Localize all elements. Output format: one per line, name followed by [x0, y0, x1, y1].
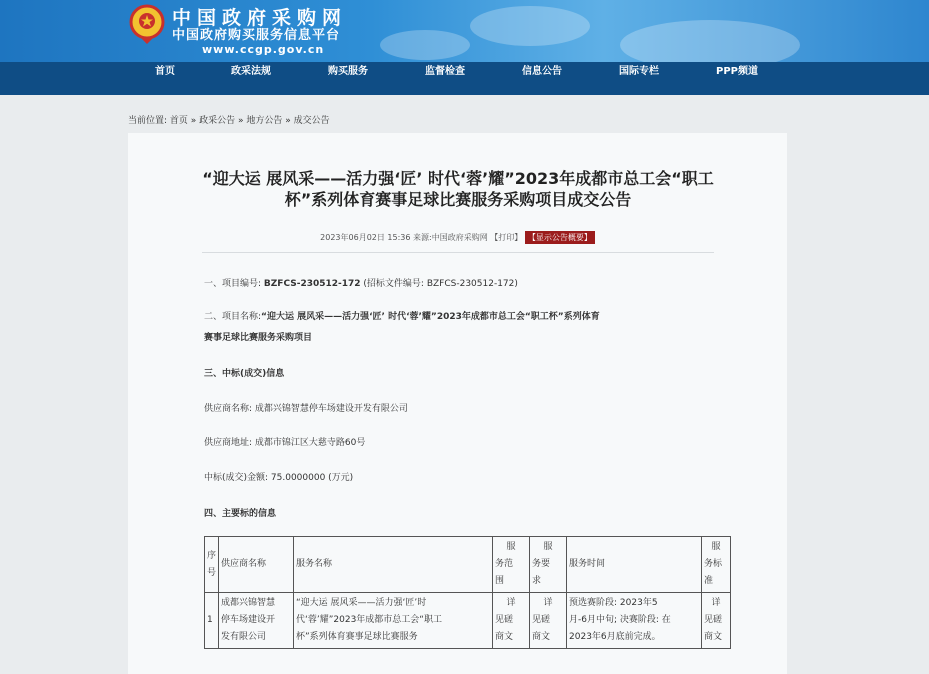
- article-card: [128, 133, 787, 674]
- site-header-banner: [0, 0, 929, 62]
- project-number-value: BZFCS-230512-172: [263, 279, 361, 289]
- source: 中国政府采购网: [431, 233, 488, 242]
- show-summary-button[interactable]: 【显示公告概要】: [525, 231, 595, 244]
- breadcrumb-label: 当前位置:: [128, 116, 168, 126]
- national-emblem-icon: [128, 4, 166, 46]
- breadcrumb-local[interactable]: 地方公告: [246, 116, 283, 126]
- cell-time: 预选赛阶段: 2023年5 月-6月中旬; 决赛阶段: 在 2023年6月底前完成。: [567, 593, 702, 649]
- site-url: www.ccgp.gov.cn: [202, 43, 325, 56]
- project-number-label: 一、项目编号:: [204, 279, 262, 289]
- section-main-items: 四、主要标的信息: [204, 509, 277, 519]
- cell-service: “迎大运 展风采——活力强‘匠’时 代‘蓉’耀”2023年成都市总工会“职工 杯”系列体育赛事足球比赛服务: [294, 593, 493, 649]
- cell-standard: 详 见磋 商文: [702, 593, 731, 649]
- article-title: [158, 168, 758, 210]
- banner-cloud: [380, 30, 470, 60]
- header-cell-requirements: 服 务要 求: [530, 537, 567, 593]
- header-cell-standard: 服 务标 准: [702, 537, 731, 593]
- nav-ppp[interactable]: PPP频道: [716, 66, 758, 77]
- breadcrumb-procurement[interactable]: 政采公告: [199, 116, 236, 126]
- table-row: [205, 593, 731, 649]
- header-cell-scope: 服 务范 围: [493, 537, 530, 593]
- article-meta: [128, 231, 787, 244]
- cell-scope: 详 见磋 商文: [493, 593, 530, 649]
- main-items-table: [204, 536, 731, 649]
- section-award-info: 三、中标(成交)信息: [204, 369, 285, 379]
- project-name: [204, 309, 600, 322]
- supplier-name: 供应商名称: 成都兴锦智慧停车场建设开发有限公司: [204, 404, 408, 414]
- header-cell-no: 序 号: [205, 537, 219, 593]
- title-line: 杯”系列体育赛事足球比赛服务采购项目成交公告: [284, 190, 632, 209]
- nav-regulations[interactable]: 政采法规: [231, 66, 271, 77]
- project-name-line2: 赛事足球比赛服务采购项目: [204, 333, 313, 343]
- supplier-address: 供应商地址: 成都市锦江区大慈寺路60号: [204, 438, 366, 448]
- breadcrumb-home[interactable]: 首页: [169, 116, 188, 126]
- cell-supplier: 成都兴锦智慧 停车场建设开 发有限公司: [219, 593, 294, 649]
- project-name-label: 二、项目名称:: [204, 312, 262, 322]
- nav-announcements[interactable]: 信息公告: [522, 66, 562, 77]
- nav-supervision[interactable]: 监督检查: [425, 66, 465, 77]
- source-label: 来源:: [413, 233, 432, 242]
- breadcrumb: 当前位置: 首页 » 政采公告 » 地方公告 » 成交公告: [128, 116, 330, 126]
- header-cell-time: 服务时间: [567, 537, 702, 593]
- project-number-note: (招标文件编号: BZFCS-230512-172): [363, 279, 518, 289]
- main-nav: [0, 62, 929, 95]
- print-link[interactable]: 【打印】: [490, 233, 523, 242]
- cell-no: 1: [205, 593, 219, 649]
- title-line: “迎大运 展风采——活力强‘匠’ 时代‘蓉’耀”2023年成都市总工会“职工: [202, 169, 714, 188]
- site-subtitle: 中国政府购买服务信息平台: [172, 28, 341, 43]
- project-name-line1: “迎大运 展风采——活力强‘匠’ 时代‘蓉’耀”2023年成都市总工会“职工杯”系列体育: [261, 312, 600, 322]
- nav-home[interactable]: 首页: [155, 66, 175, 77]
- cell-requirements: 详 见磋 商文: [530, 593, 567, 649]
- header-cell-service: 服务名称: [294, 537, 493, 593]
- award-amount: 中标(成交)金额: 75.0000000 (万元): [204, 473, 354, 483]
- publish-date: 2023年06月02日 15:36: [320, 233, 411, 242]
- divider: [202, 252, 714, 253]
- banner-cloud: [470, 6, 590, 46]
- table-header-row: [205, 537, 731, 593]
- site-title: 中国政府采购网: [172, 7, 348, 29]
- header-cell-supplier: 供应商名称: [219, 537, 294, 593]
- nav-purchase-services[interactable]: 购买服务: [328, 66, 368, 77]
- project-number: [204, 276, 518, 289]
- nav-international[interactable]: 国际专栏: [619, 66, 659, 77]
- banner-cloud: [620, 20, 800, 62]
- breadcrumb-deal[interactable]: 成交公告: [293, 116, 330, 126]
